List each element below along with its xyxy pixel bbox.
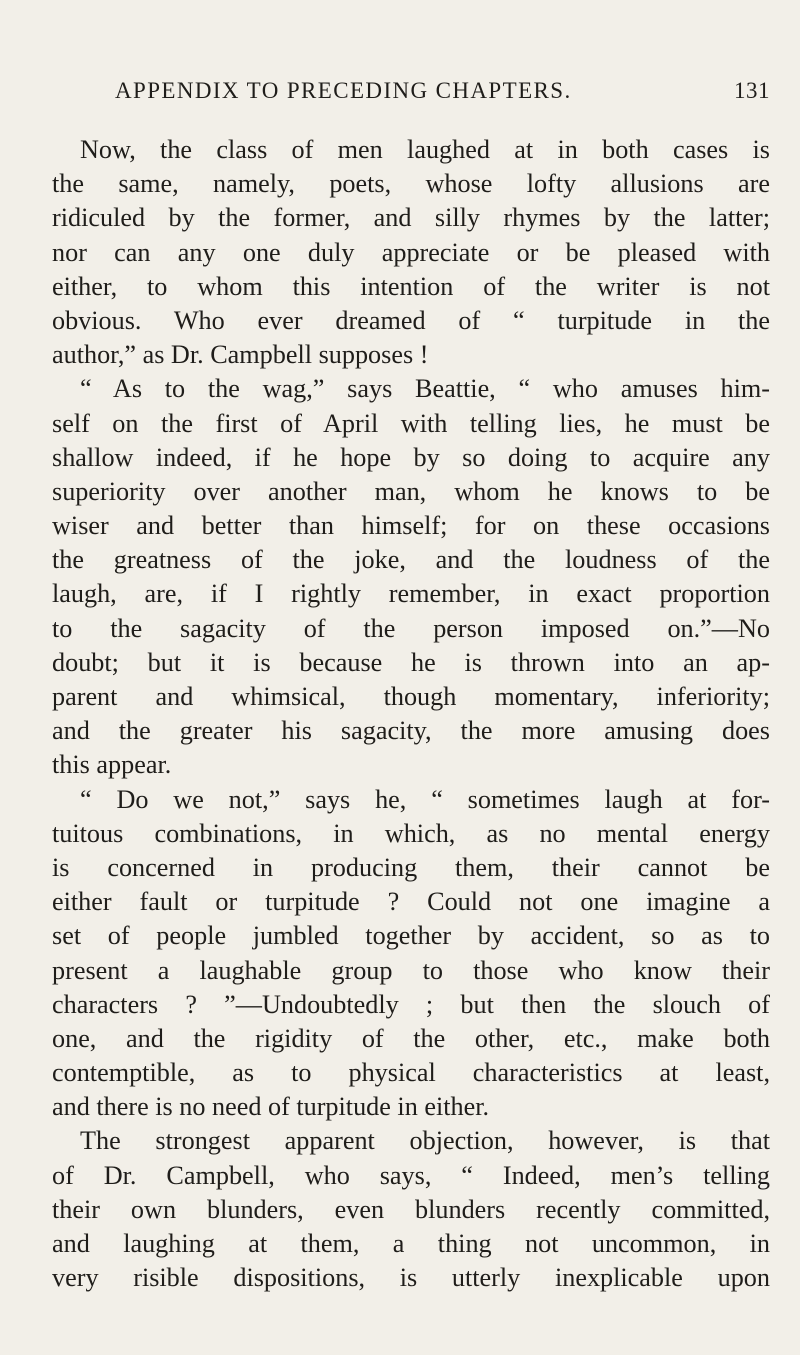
text-line: is concerned in producing them, their cannot be <box>52 852 770 882</box>
text-line: obvious. Who ever dreamed of “ turpitude in the <box>52 305 770 335</box>
text-line: either fault or turpitude ? Could not one imagine a <box>52 887 770 917</box>
text-line: wiser and better than himself; for on these occasions <box>52 511 770 541</box>
text-line: shallow indeed, if he hope by so doing to acquire any <box>52 442 770 472</box>
text-line: and laughing at them, a thing not uncommon, in <box>52 1229 770 1258</box>
text-line: their own blunders, even blunders recently committed, <box>52 1194 770 1224</box>
running-title: APPENDIX TO PRECEDING CHAPTERS. <box>115 78 572 103</box>
text-line: laugh, are, if I rightly remember, in exact proportion <box>52 579 770 609</box>
text-line: nor can any one duly appreciate or be pleased with <box>52 237 770 267</box>
text-line: doubt; but it is because he is thrown into an ap- <box>52 647 770 677</box>
text-line: The strongest apparent objection, however, is that <box>80 1126 770 1156</box>
text-line: this appear. <box>52 750 172 780</box>
page-header <box>115 78 770 112</box>
text-line: of Dr. Campbell, who says, “ Indeed, men’s telling <box>52 1160 770 1190</box>
text-line: contemptible, as to physical characteristics at least, <box>52 1058 770 1088</box>
text-line: either, to whom this intention of the writer is not <box>52 271 770 301</box>
text-line: self on the first of April with telling lies, he must be <box>52 408 770 438</box>
text-line: “ As to the wag,” says Beattie, “ who amuses him- <box>80 374 770 404</box>
text-line: ridiculed by the former, and silly rhymes by the latter; <box>52 203 770 233</box>
text-line: and the greater his sagacity, the more amusing does <box>52 716 770 746</box>
text-line: present a laughable group to those who know their <box>52 955 770 985</box>
text-line: the greatness of the joke, and the loudness of the <box>52 545 770 575</box>
text-line: author,” as Dr. Campbell supposes ! <box>52 340 429 370</box>
text-line: the same, namely, poets, whose lofty allusions are <box>52 169 770 199</box>
text-line: Now, the class of men laughed at in both cases is <box>80 135 770 164</box>
text-line: to the sagacity of the person imposed on.”—No <box>52 613 770 643</box>
text-line: superiority over another man, whom he knows to be <box>52 476 770 506</box>
text-line: “ Do we not,” says he, “ sometimes laugh at for- <box>80 784 770 814</box>
text-line: one, and the rigidity of the other, etc., make both <box>52 1023 770 1053</box>
text-line: and there is no need of turpitude in either. <box>52 1092 490 1122</box>
text-line: set of people jumbled together by accident, so as to <box>52 921 770 951</box>
text-line: very risible dispositions, is utterly inexplicable upon <box>52 1263 770 1293</box>
text-line: characters ? ”—Undoubtedly ; but then the slouch of <box>52 989 770 1019</box>
text-line: tuitous combinations, in which, as no mental energy <box>52 818 770 848</box>
page-number: 131 <box>734 78 770 103</box>
body-text <box>52 133 770 1295</box>
text-line: parent and whimsical, though momentary, inferiority; <box>52 682 770 711</box>
